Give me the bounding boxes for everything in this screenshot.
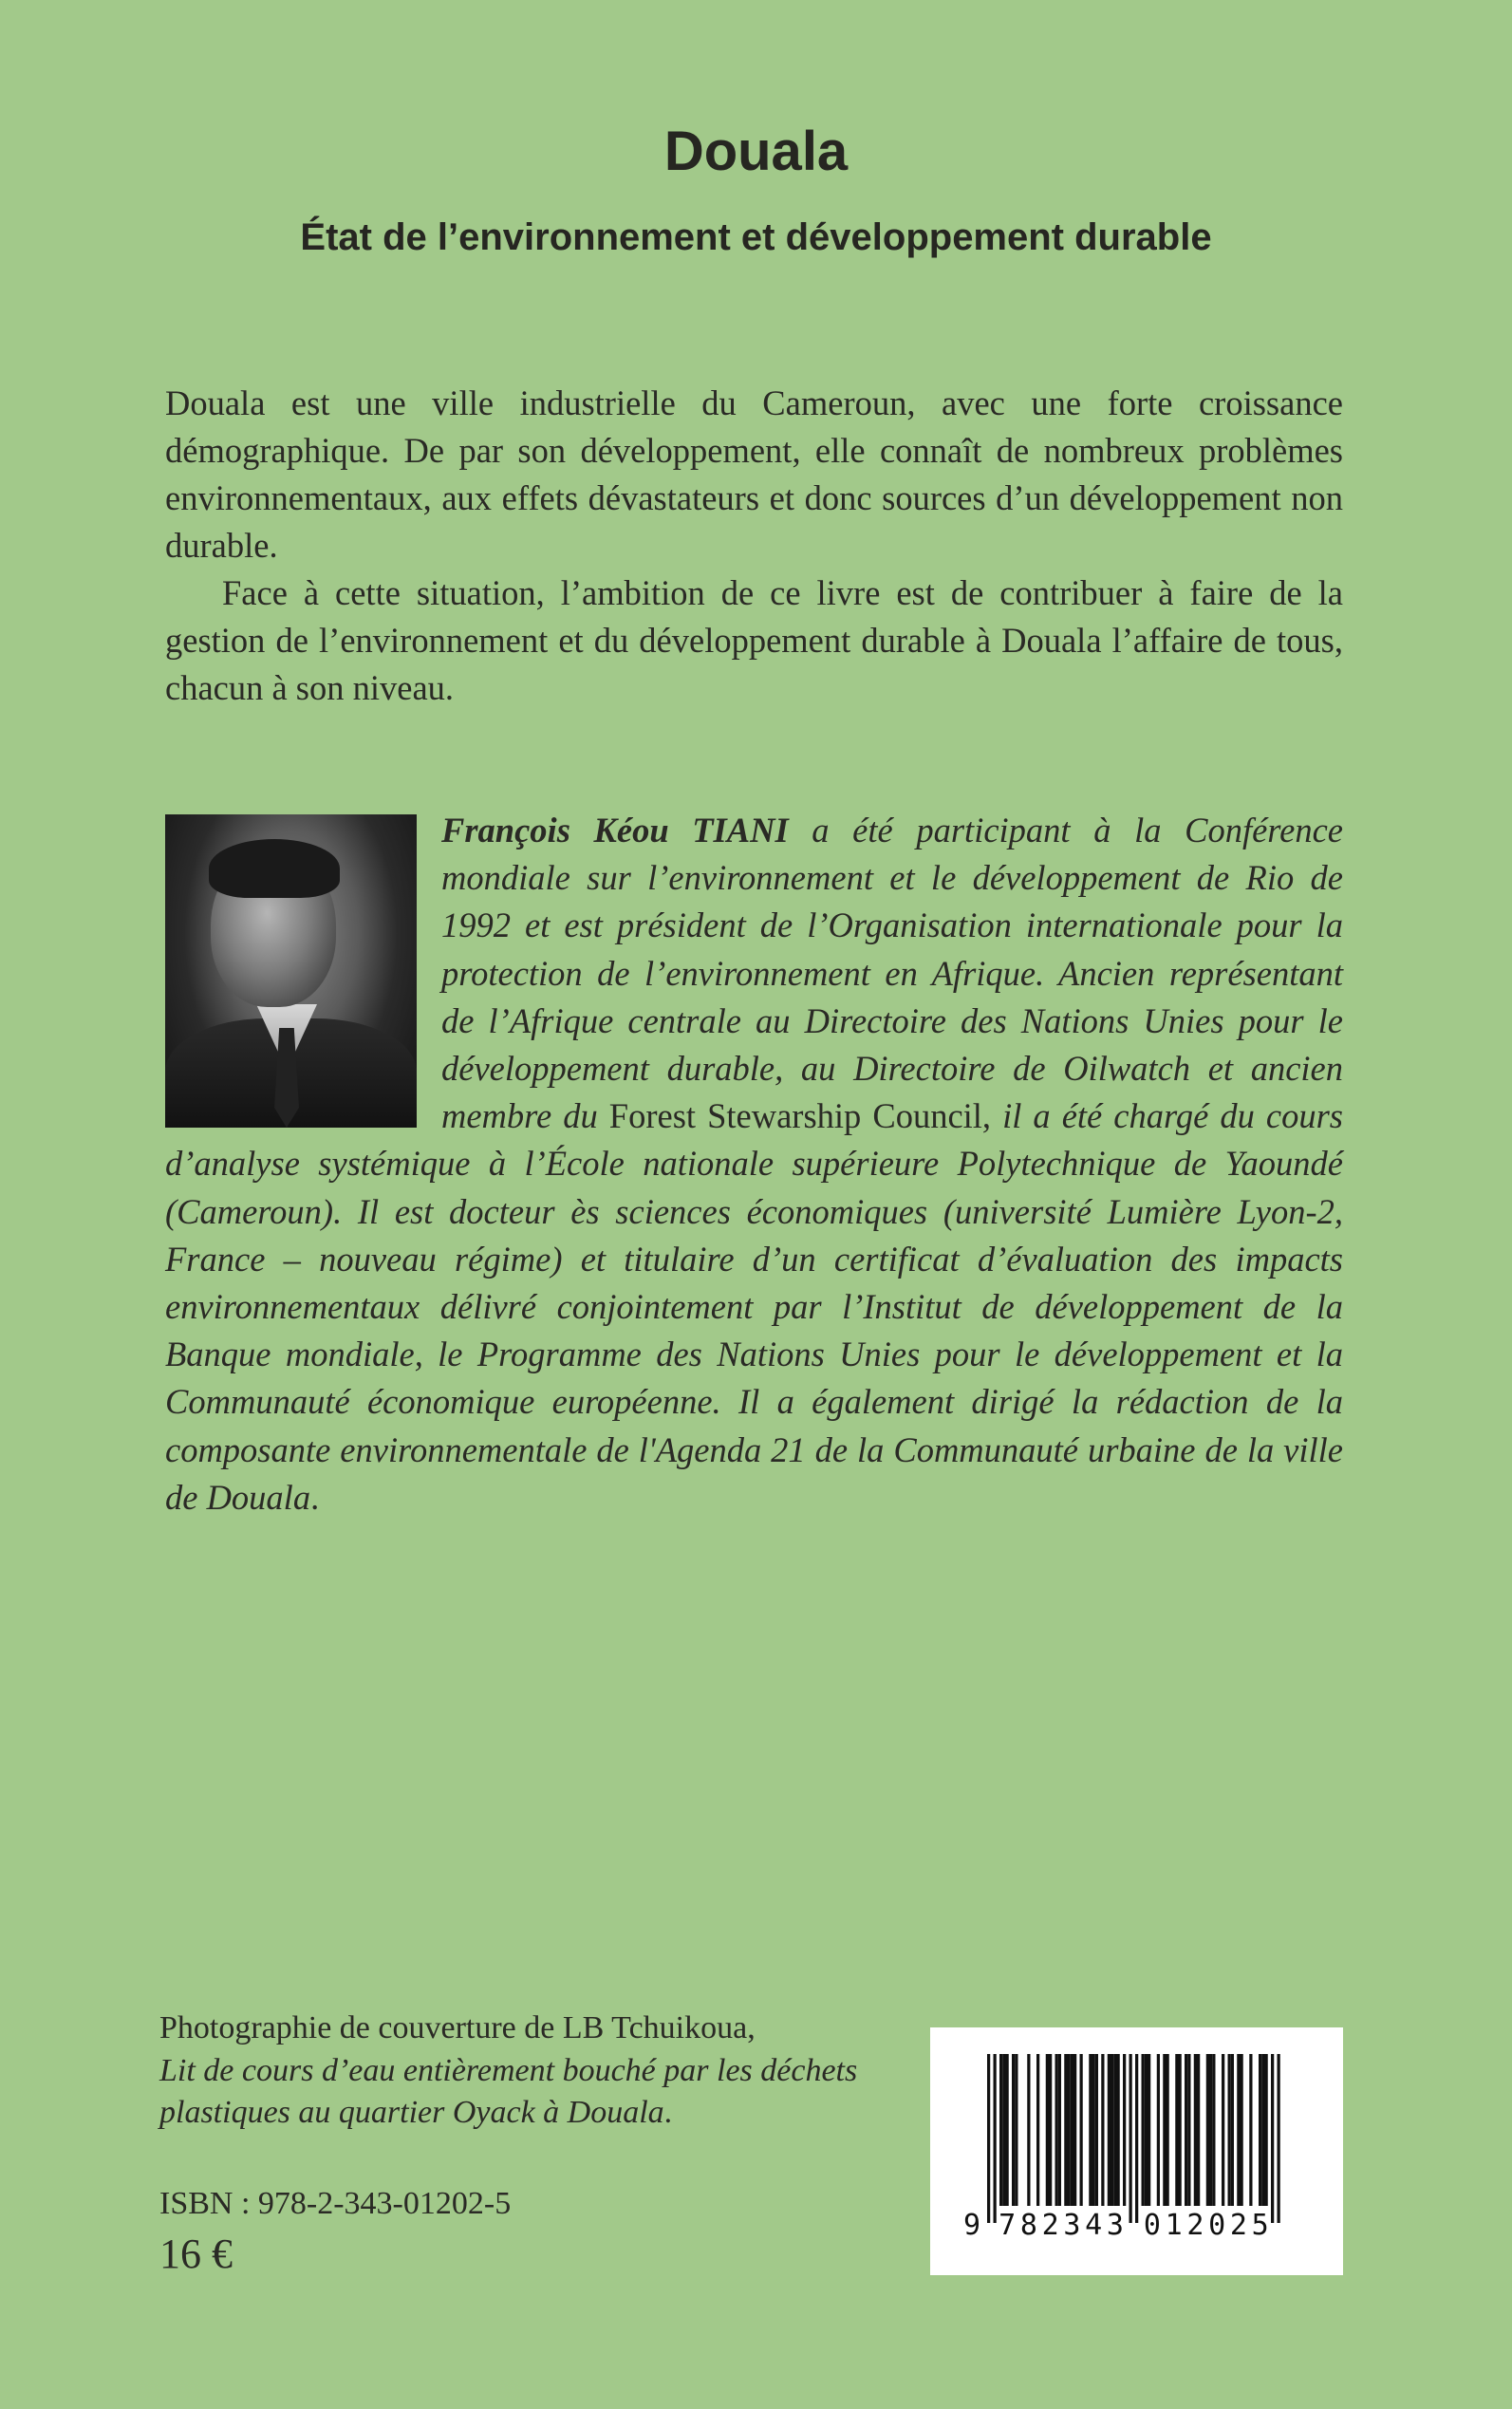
- barcode-bar: [1206, 2054, 1209, 2206]
- barcode-bar: [1237, 2054, 1240, 2206]
- barcode-bar: [1058, 2054, 1061, 2206]
- author-biography: [165, 807, 1343, 1522]
- barcode-bar: [1265, 2054, 1268, 2206]
- bio-text: il a été chargé du cours d’analyse systémique à l’École nationale supérieure Polytechnique de Yaoundé (Cameroun). Il est docteur ès sciences économiques (université Lumière Lyon-2, France – nouveau régime) et titulaire d’un certificat d’évaluation des impacts environnementaux délivré conjointement par l’Institut de développement de la Banque mondiale, le Programme des Nations Unies pour le développement et la Communauté économique européenne. Il a également dirigé la rédaction de la composante environnementale de l'Agenda 21 de la Communauté urbaine de la ville de Douala: [165, 1096, 1343, 1517]
- barcode-bar: [1249, 2054, 1252, 2206]
- barcode-bar: [1142, 2054, 1145, 2206]
- barcode-bar: [1002, 2054, 1005, 2206]
- photo-caption: [159, 2050, 881, 2135]
- barcode-digit: 9: [962, 2209, 981, 2242]
- barcode-bar: [1209, 2054, 1212, 2206]
- barcode-bar: [1073, 2054, 1076, 2206]
- barcode-bar: [1231, 2054, 1234, 2206]
- barcode-bar: [1049, 2054, 1052, 2206]
- barcode-bar: [1194, 2054, 1197, 2206]
- barcode-digit: 7: [999, 2209, 1017, 2242]
- book-summary: [165, 380, 1343, 712]
- price: 16 €: [159, 2231, 233, 2277]
- barcode-bar: [1055, 2054, 1058, 2206]
- barcode-bar: [1278, 2054, 1280, 2223]
- barcode-bar: [1015, 2054, 1017, 2206]
- barcode-bar: [1187, 2054, 1190, 2206]
- barcode-bar: [1222, 2054, 1224, 2206]
- barcode-bar: [1046, 2054, 1049, 2206]
- isbn: ISBN : 978-2-343-01202-5: [159, 2186, 512, 2221]
- barcode-bar: [1123, 2054, 1126, 2206]
- barcode-bar: [1148, 2054, 1150, 2206]
- barcode-bar: [1111, 2054, 1113, 2206]
- barcode-bar: [1259, 2054, 1261, 2206]
- barcode-bar: [1135, 2054, 1138, 2223]
- barcode-digit: 2: [1186, 2209, 1204, 2242]
- barcode-bar: [1175, 2054, 1178, 2206]
- bio-text-roman: Forest Stewarship Council,: [597, 1096, 1003, 1136]
- barcode-bar: [1145, 2054, 1148, 2206]
- barcode: [930, 2027, 1343, 2275]
- barcode-bar: [1108, 2054, 1111, 2206]
- barcode-bar: [1271, 2054, 1274, 2223]
- barcode-bar: [1068, 2054, 1071, 2206]
- barcode-bar: [1113, 2054, 1116, 2206]
- barcode-digit: 3: [1106, 2209, 1124, 2242]
- summary-paragraph: Face à cette situation, l’ambition de ce livre est de contribuer à faire de la gestion de l’environnement et du développement durable à Douala l’affaire de tous, chacun à son niveau.: [165, 573, 1343, 707]
- barcode-bar: [1071, 2054, 1073, 2206]
- barcode-digit: 0: [1143, 2209, 1161, 2242]
- barcode-digit: 4: [1085, 2209, 1103, 2242]
- caption-text: Lit de cours d’eau entièrement bouché par les déchets plastiques au quartier Oyack à Douala: [159, 2052, 858, 2130]
- barcode-bar: [1006, 2054, 1009, 2206]
- barcode-bar: [1036, 2054, 1039, 2206]
- barcode-bar: [994, 2054, 997, 2223]
- barcode-bar: [1261, 2054, 1264, 2206]
- bio-text: a été participant à la Conférence mondiale sur l’environnement et le développement de Rio de 1992 et est président de l’Organisation internationale pour la protection de l’environnement en Afrique. Ancien représentant de l’Afrique centrale au Directoire des Nations Unies pour le développement durable, au Directoire de Oilwatch et ancien membre du: [441, 811, 1343, 1136]
- barcode-bar: [1101, 2054, 1104, 2206]
- barcode-bar: [1212, 2054, 1215, 2206]
- barcode-digit: 2: [1229, 2209, 1247, 2242]
- barcode-bar: [1095, 2054, 1098, 2206]
- photo-credits: [159, 2008, 881, 2135]
- barcode-graphic: [930, 2027, 1343, 2275]
- barcode-bar: [1012, 2054, 1015, 2206]
- barcode-bar: [1064, 2054, 1067, 2206]
- barcode-bar: [1092, 2054, 1095, 2206]
- author-name: François Kéou TIANI: [441, 811, 789, 850]
- barcode-bar: [1197, 2054, 1200, 2206]
- book-subtitle: État de l’environnement et développement durable: [300, 216, 1212, 258]
- barcode-bar: [1167, 2054, 1169, 2206]
- barcode-bar: [1027, 2054, 1030, 2206]
- barcode-bar: [1129, 2054, 1132, 2223]
- barcode-bar: [1241, 2054, 1243, 2206]
- barcode-bar: [1163, 2054, 1166, 2206]
- barcode-bar: [987, 2054, 990, 2223]
- barcode-digit: 5: [1251, 2209, 1269, 2242]
- barcode-digit: 3: [1063, 2209, 1081, 2242]
- barcode-bar: [1117, 2054, 1120, 2206]
- book-title: Douala: [663, 121, 849, 182]
- summary-paragraph: Douala est une ville industrielle du Cameroun, avec une forte croissance démographique. De par son développement, elle connaît de nombreux problèmes environnementaux, aux effets dévastateurs et donc sources d’un développement non durable.: [165, 383, 1343, 565]
- credit-line: Photographie de couverture de LB Tchuikoua,: [159, 2010, 756, 2045]
- bio-text-end: .: [310, 1477, 320, 1517]
- barcode-bar: [1089, 2054, 1092, 2206]
- author-photo: [165, 814, 417, 1128]
- barcode-digit: 8: [1019, 2209, 1037, 2242]
- barcode-bar: [1185, 2054, 1187, 2206]
- caption-end: .: [663, 2095, 673, 2130]
- barcode-bar: [1080, 2054, 1083, 2206]
- barcode-bar: [1179, 2054, 1182, 2206]
- barcode-digit: 1: [1165, 2209, 1183, 2242]
- barcode-bar: [1228, 2054, 1231, 2206]
- barcode-bar: [999, 2054, 1002, 2206]
- barcode-digit: 2: [1041, 2209, 1059, 2242]
- barcode-bar: [1157, 2054, 1160, 2206]
- barcode-digit: 0: [1208, 2209, 1226, 2242]
